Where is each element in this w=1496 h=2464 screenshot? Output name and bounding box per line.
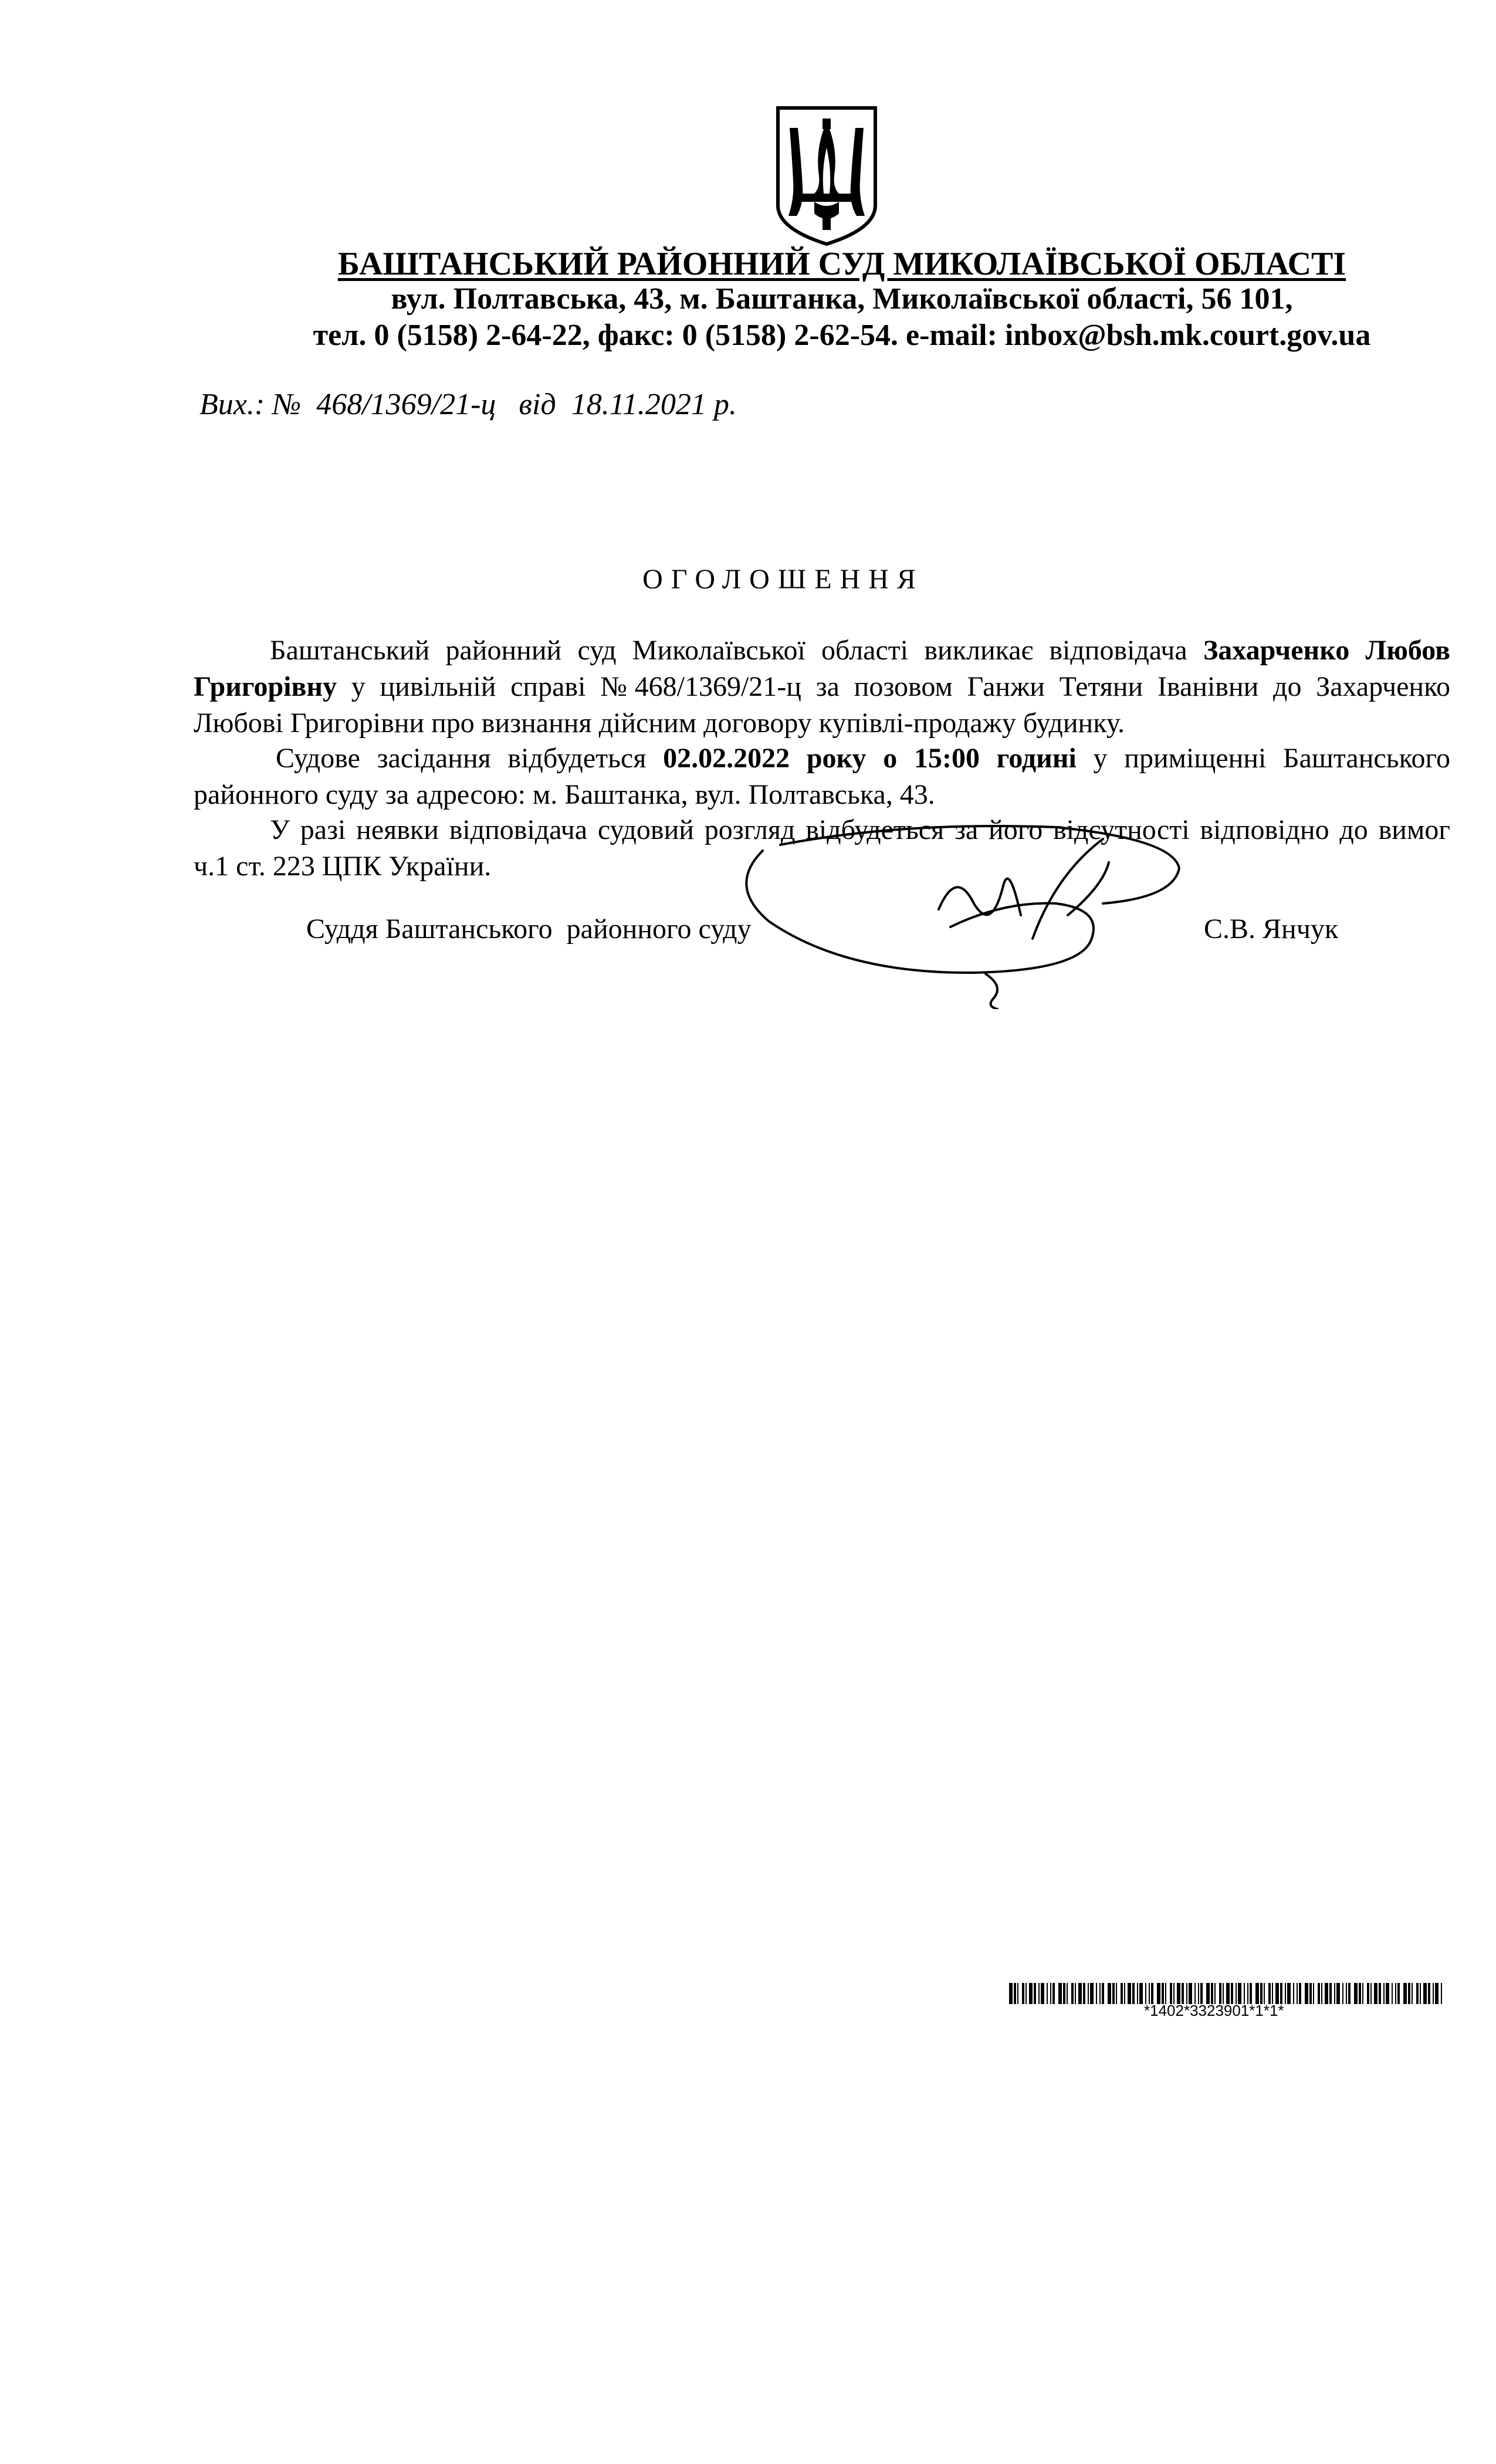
outgoing-from-label: від bbox=[519, 388, 556, 421]
summons-text-end: у цивільній справі №468/1369/21-ц за позовом Ганжи Тетяни Іванівни до Захарченко Любові Григорівни про визнання дійсним договору купівлі-продажу будинку. bbox=[194, 671, 1450, 739]
coat-of-arms-icon bbox=[773, 106, 880, 246]
court-name: БАШТАНСЬКИЙ РАЙОННИЙ СУД МИКОЛАЇВСЬКОЇ ОБЛАСТІ bbox=[337, 246, 1346, 282]
paragraph-summons bbox=[194, 632, 1450, 742]
defendant-name: Захарченко Любов Григорівну bbox=[194, 635, 1450, 702]
hearing-datetime: 02.02.2022 року о 15:00 годині bbox=[663, 743, 1077, 774]
barcode-number: *1402*3323901*1*1* bbox=[1144, 2002, 1284, 2019]
court-address: вул. Полтавська, 43, м. Баштанка, Миколаївської області, 56 101, bbox=[391, 282, 1293, 316]
barcode-icon bbox=[1009, 1983, 1444, 2004]
summons-text-start: Баштанський районний суд Миколаївської області викликає відповідача bbox=[270, 635, 1203, 666]
judge-title: Суддя Баштанського районного суду bbox=[306, 913, 752, 945]
outgoing-date: 18.11.2021 р. bbox=[571, 388, 737, 421]
document-title: ОГОЛОШЕННЯ bbox=[642, 564, 924, 595]
hearing-text-start: Судове засідання відбудеться bbox=[276, 743, 664, 774]
court-contacts: тел. 0 (5158) 2-64-22, факс: 0 (5158) 2-62-54. e-mail: inbox@bsh.mk.court.gov.ua bbox=[313, 319, 1371, 352]
judge-name: С.В. Янчук bbox=[1204, 913, 1339, 945]
outgoing-reference bbox=[199, 387, 737, 422]
outgoing-number: 468/1369/21-ц bbox=[316, 388, 496, 421]
outgoing-label: Вих.: № bbox=[199, 388, 302, 421]
hearing-text-end: у приміщенні Баштанського районного суду за адресою: м. Баштанка, вул. Полтавська, 43. bbox=[194, 743, 1450, 810]
handwritten-signature bbox=[727, 786, 1209, 1009]
absence-text: У разі неявки відповідача судовий розгляд відбудеться за його відсутності відповідно до вимог ч.1 ст. 223 ЦПК України. bbox=[194, 814, 1450, 882]
